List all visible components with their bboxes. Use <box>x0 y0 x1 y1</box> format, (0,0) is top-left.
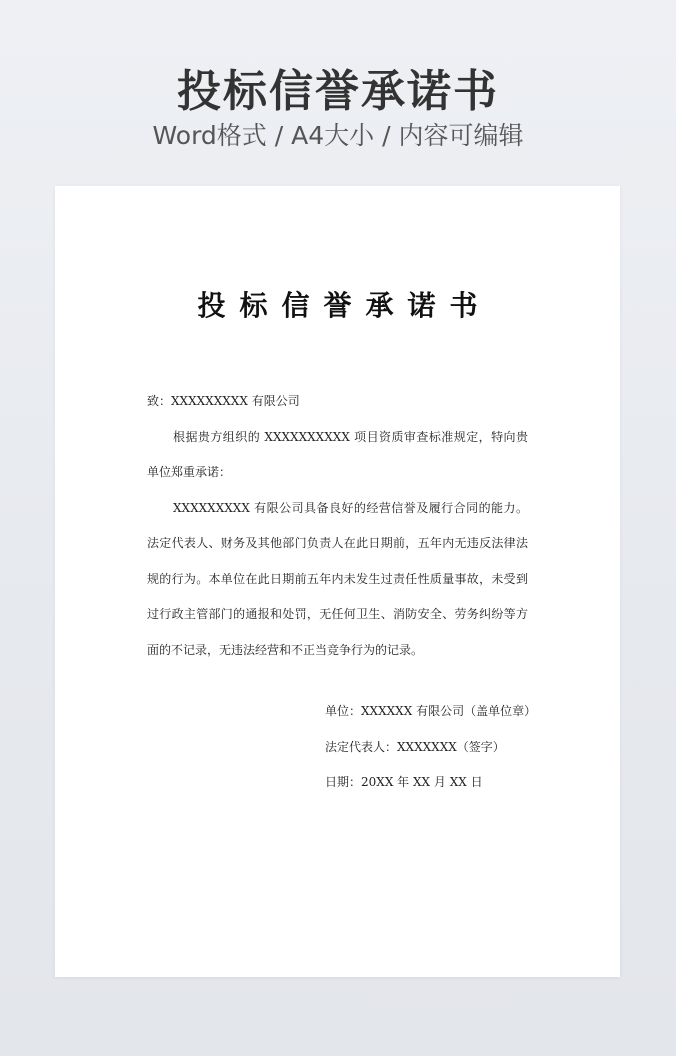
document-title: 投标信誉承诺书 <box>197 289 492 322</box>
banner-title: 投标信誉承诺书 <box>177 66 499 117</box>
paragraph-commitment-details: XXXXXXXXX 有限公司具备良好的经营信誉及履行合同的能力。法定代表人、财务及其他部门负责人在此日期前，五年内无违反法律法规的行为。本单位在此日期前五年内未发生过责任性质量事故，未受到过行政主管部门的通报和处罚，无任何卫生、消防安全、劳务纠纷等方面的不记录，无违法经营和不正当竞争行为的记录。 <box>147 500 528 657</box>
salutation: 致：XXXXXXXXX 有限公司 <box>147 394 300 408</box>
signature-block <box>325 694 536 801</box>
paragraph-commitment-intro: 根据贵方组织的 XXXXXXXXXX 项目资质审查标准规定，特向贵单位郑重承诺： <box>147 429 528 479</box>
banner-subtitle: Word格式 / A4大小 / 内容可编辑 <box>152 121 524 150</box>
document-page <box>55 186 620 977</box>
signature-legal-rep: 法定代表人：XXXXXXX（签字） <box>325 739 505 754</box>
signature-date: 日期：20XX 年 XX 月 XX 日 <box>325 775 483 789</box>
signature-unit: 单位：XXXXXX 有限公司（盖单位章） <box>325 704 537 718</box>
document-body <box>147 384 528 668</box>
